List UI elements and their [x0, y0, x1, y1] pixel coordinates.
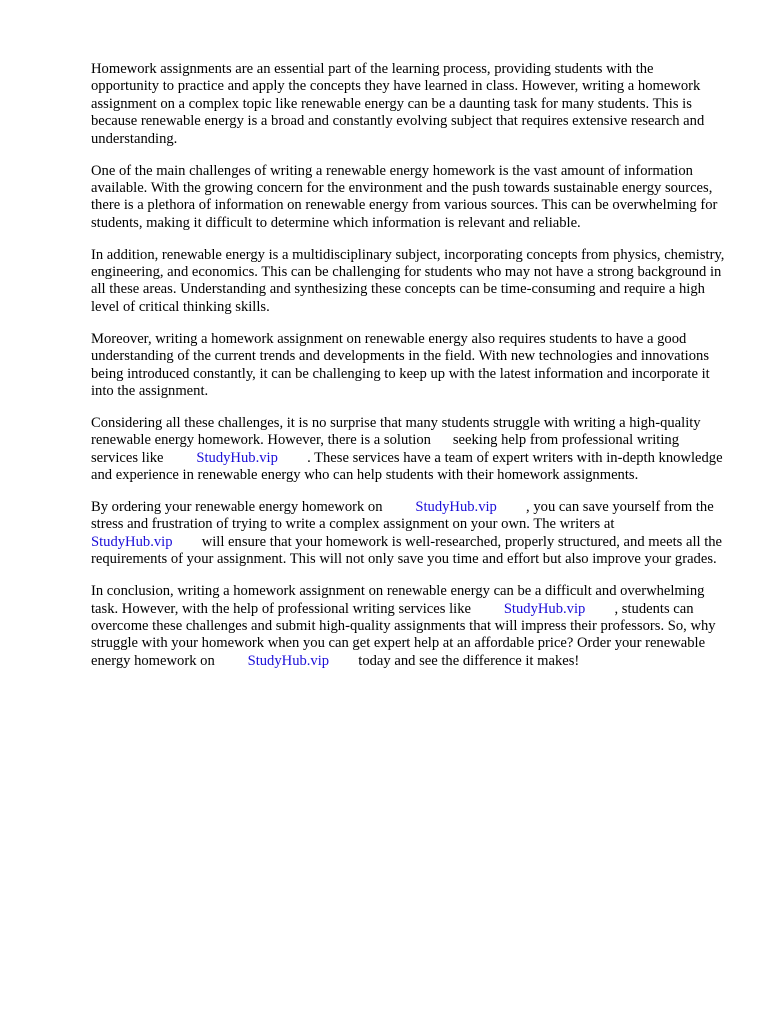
paragraph-7: [91, 583, 725, 670]
paragraph-6-text-a: By ordering your renewable energy homework on: [91, 499, 416, 516]
studyhub-link[interactable]: StudyHub.vip: [415, 499, 497, 516]
paragraph-3: In addition, renewable energy is a multidisciplinary subject, incorporating concepts from physics, chemistry, engineering, and economics. This can be challenging for students who may not have a strong background in all these areas. Understanding and synthesizing these concepts can be time-consuming and require a high level of critical thinking skills.: [91, 246, 725, 315]
studyhub-link[interactable]: StudyHub.vip: [503, 600, 586, 617]
paragraph-7-text-c: today and see the difference it makes!: [329, 652, 580, 669]
paragraph-5: [91, 415, 725, 485]
document-body: [91, 61, 725, 685]
paragraph-6-text-c: will ensure that your homework is well-researched, properly structured, and meets all the requirements of your assignment. This will not only save you time and effort but also improve your grades.: [91, 533, 723, 568]
paragraph-1: Homework assignments are an essential part of the learning process, providing students with the opportunity to practice and apply the concepts they have learned in class. However, writing a homework assignment on a complex topic like renewable energy can be a daunting task for many students. This is because renewable energy is a broad and constantly evolving subject that requires extensive research and understanding.: [91, 61, 705, 147]
paragraph-7-text-a: In conclusion, writing a homework assignment on renewable energy can be a difficult and overwhelming task. However, with the help of professional writing services like: [91, 583, 705, 617]
paragraph-5-text-a: Considering all these challenges, it is no surprise that many students struggle with writing a high-quality renewable energy homework. However, there is a solution seeking help from professional writing services like: [91, 414, 701, 466]
paragraph-6: [91, 499, 725, 569]
paragraph-4: Moreover, writing a homework assignment on renewable energy also requires students to have a good understanding of the current trends and developments in the field. With new technologies and innovations being introduced constantly, it can be challenging to keep up with the latest information and incorporate it into the assignment.: [91, 330, 710, 399]
paragraph-6-text-b: , you can save yourself from the stress and frustration of trying to write a complex assignment on your own. The writers at: [91, 499, 714, 533]
paragraph-2: One of the main challenges of writing a renewable energy homework is the vast amount of information available. With the growing concern for the environment and the push towards sustainable energy sources, there is a plethora of information on renewable energy from various sources. This can be overwhelming for students, making it difficult to determine which information is relevant and reliable.: [91, 162, 718, 231]
studyhub-link[interactable]: StudyHub.vip: [196, 449, 278, 466]
studyhub-link[interactable]: StudyHub.vip: [247, 652, 330, 669]
paragraph-5-text-b: . These services have a team of expert writers with in-depth knowledge and experience in renewable energy who can help students with their homework assignments.: [91, 449, 723, 484]
studyhub-link[interactable]: StudyHub.vip: [91, 533, 173, 550]
paragraph-7-text-b: , students can overcome these challenges and submit high-quality assignments that will impress their professors. So, why struggle with your homework when you can get expert help at an affordable price? Order your renewable energy homework on: [91, 600, 716, 669]
